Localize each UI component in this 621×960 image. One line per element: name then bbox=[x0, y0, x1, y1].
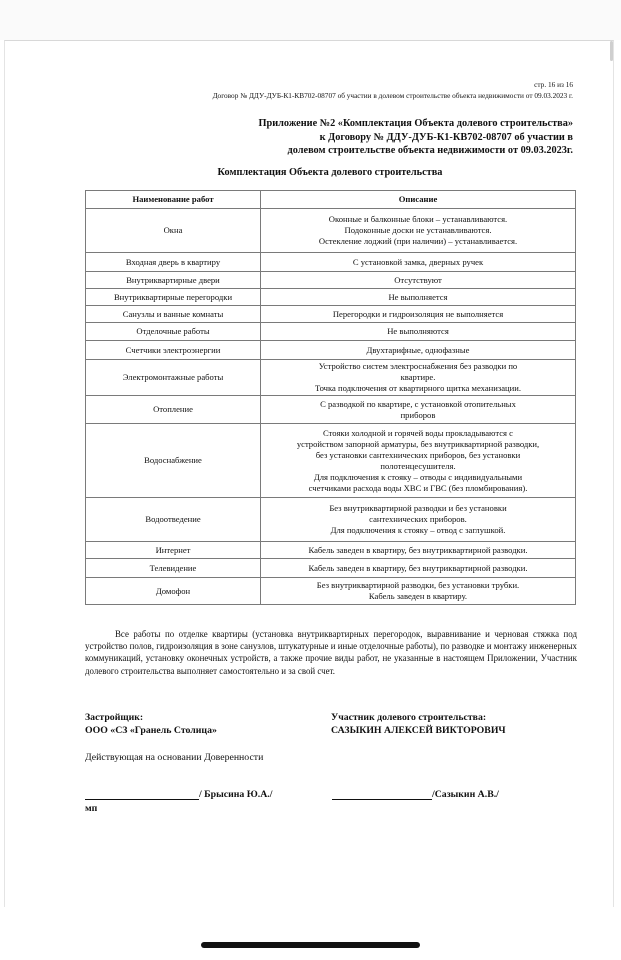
work-name-cell: Внутриквартирные перегородки bbox=[86, 289, 261, 306]
work-description-cell bbox=[261, 209, 576, 253]
work-name-cell: Счетчики электроэнергии bbox=[86, 341, 261, 360]
description-line: Точка подключения от квартирного щитка механизации. bbox=[315, 383, 521, 393]
participant-label: Участник долевого строительства: bbox=[331, 712, 487, 723]
description-line: Не выполняется bbox=[388, 291, 448, 302]
description-line: Кабель заведен в квартиру, без внутриквартирной разводки. bbox=[308, 544, 528, 555]
description-line: Стояки холодной и горячей воды прокладываются с bbox=[323, 427, 513, 438]
work-description-cell bbox=[261, 396, 576, 424]
contract-reference: Договор № ДДУ-ДУБ-К1-КВ702-08707 об участии в долевом строительстве объекта недвижимости от 09.03.2023 г. bbox=[212, 91, 573, 100]
work-description-cell bbox=[261, 360, 576, 396]
annex-title bbox=[233, 117, 573, 158]
work-description-cell bbox=[261, 341, 576, 360]
table-row bbox=[86, 578, 576, 605]
description-line: квартире. bbox=[400, 372, 436, 382]
description-line: сантехнических приборов. bbox=[369, 514, 467, 524]
signature-blank bbox=[332, 788, 432, 800]
table-row bbox=[86, 360, 576, 396]
table-row bbox=[86, 559, 576, 578]
work-description-cell bbox=[261, 289, 576, 306]
work-name-cell: Интернет bbox=[86, 542, 261, 559]
description-line: без установки сантехнических приборов, без установки bbox=[315, 449, 521, 460]
work-description-cell bbox=[261, 498, 576, 542]
work-description-cell bbox=[261, 424, 576, 498]
table-header-row bbox=[86, 191, 576, 209]
table-body bbox=[86, 209, 576, 605]
table-row bbox=[86, 272, 576, 289]
description-line: С установкой замка, дверных ручек bbox=[352, 256, 484, 267]
work-name-cell: Санузлы и ванные комнаты bbox=[86, 306, 261, 323]
viewer-top-area bbox=[0, 0, 621, 40]
work-name-cell: Телевидение bbox=[86, 559, 261, 578]
column-header-description: Описание bbox=[261, 191, 576, 209]
table-row bbox=[86, 209, 576, 253]
annex-title-line: к Договору № ДДУ-ДУБ-К1-КВ702-08707 об участии в bbox=[319, 131, 573, 143]
table-row bbox=[86, 306, 576, 323]
authority-basis: Действующая на основании Доверенности bbox=[85, 752, 264, 763]
work-description-cell bbox=[261, 542, 576, 559]
developer-name: ООО «СЗ «Гранель Столица» bbox=[85, 725, 217, 736]
work-description-cell bbox=[261, 272, 576, 289]
work-name-cell: Электромонтажные работы bbox=[86, 360, 261, 396]
description-line: Кабель заведен в квартиру, без внутриквартирной разводки. bbox=[308, 562, 528, 573]
description-line: Для подключения к стояку – отвод с заглушкой. bbox=[330, 525, 506, 535]
description-line: Кабель заведен в квартиру. bbox=[368, 591, 468, 601]
work-name-cell: Водоснабжение bbox=[86, 424, 261, 498]
description-line: Не выполняются bbox=[387, 326, 449, 336]
developer-label: Застройщик: bbox=[85, 712, 144, 723]
description-line: счетчиками расхода воды ХВС и ГВС (без пломбирования). bbox=[308, 482, 528, 493]
signature-blank bbox=[85, 788, 199, 800]
participant-name: САЗЫКИН АЛЕКСЕЙ ВИКТОРОВИЧ bbox=[331, 725, 506, 736]
work-name-cell: Водоотведение bbox=[86, 498, 261, 542]
column-header-name: Наименование работ bbox=[86, 191, 261, 209]
equipment-table bbox=[85, 190, 576, 605]
developer-signatory: / Брысина Ю.А./ bbox=[199, 789, 273, 800]
annex-title-line: долевом строительстве объекта недвижимости от 09.03.2023г. bbox=[287, 145, 573, 156]
description-line: устройством запорной арматуры, без внутриквартирной разводки, bbox=[296, 438, 540, 449]
work-name-cell: Окна bbox=[86, 209, 261, 253]
page-number: стр. 16 из 16 bbox=[534, 80, 573, 89]
work-name-cell: Внутриквартирные двери bbox=[86, 272, 261, 289]
work-name-cell: Отопление bbox=[86, 396, 261, 424]
table-row bbox=[86, 323, 576, 341]
description-line: полотенцесушителя. bbox=[380, 460, 456, 471]
work-name-cell: Входная дверь в квартиру bbox=[86, 253, 261, 272]
developer-signature-line bbox=[85, 788, 272, 800]
description-line: приборов bbox=[400, 409, 436, 420]
table-row bbox=[86, 341, 576, 360]
document-page bbox=[4, 40, 614, 907]
description-line: Без внутриквартирной разводки и без установки bbox=[329, 503, 507, 513]
description-line: Подоконные доски не устанавливаются. bbox=[344, 225, 492, 235]
home-indicator[interactable] bbox=[201, 942, 420, 948]
description-line: Отсутствуют bbox=[394, 274, 442, 285]
stamp-place: мп bbox=[85, 803, 98, 814]
description-line: С разводкой по квартире, с установкой отопительных bbox=[320, 398, 516, 409]
finishing-works-paragraph: Все работы по отделке квартиры (установка внутриквартирных перегородок, выравнивание и черновая стяжка под устройство полов, гидроизоляция в зоне санузлов, штукатурные и иные отделочные работы), по разводке и монтажу инженерных коммуникаций, установку оконечных устройств, а также прочие виды работ, не указанные в настоящем Приложении, Участник долевого строительства выполняет самостоятельно и за свой счет. bbox=[85, 629, 577, 676]
table-row bbox=[86, 396, 576, 424]
table-row bbox=[86, 424, 576, 498]
work-description-cell bbox=[261, 559, 576, 578]
work-name-cell: Домофон bbox=[86, 578, 261, 605]
table-title: Комплектация Объекта долевого строительства bbox=[217, 167, 443, 178]
description-line: Для подключения к стояку – отводы с индивидуальными bbox=[313, 471, 523, 482]
table-row bbox=[86, 542, 576, 559]
participant-signatory: /Сазыкин А.В./ bbox=[432, 789, 499, 800]
work-description-cell bbox=[261, 253, 576, 272]
page-scroll-indicator bbox=[610, 41, 613, 61]
description-line: Перегородки и гидроизоляция не выполняется bbox=[332, 308, 504, 319]
work-description-cell bbox=[261, 323, 576, 341]
description-line: Оконные и балконные блоки – устанавливаются. bbox=[328, 214, 508, 224]
table-row bbox=[86, 498, 576, 542]
description-line: Без внутриквартирной разводки, без установки трубки. bbox=[316, 580, 520, 590]
annex-title-line: Приложение №2 «Комплектация Объекта долевого строительства» bbox=[258, 118, 573, 129]
description-line: Остекление лоджий (при наличии) – устанавливается. bbox=[318, 236, 518, 246]
work-description-cell bbox=[261, 306, 576, 323]
work-name-cell: Отделочные работы bbox=[86, 323, 261, 341]
participant-signature-line bbox=[332, 788, 499, 800]
table-row bbox=[86, 289, 576, 306]
table-row bbox=[86, 253, 576, 272]
description-line: Двухтарифные, однофазные bbox=[366, 344, 470, 355]
description-line: Устройство систем электроснабжения без разводки по bbox=[318, 361, 518, 371]
work-description-cell bbox=[261, 578, 576, 605]
